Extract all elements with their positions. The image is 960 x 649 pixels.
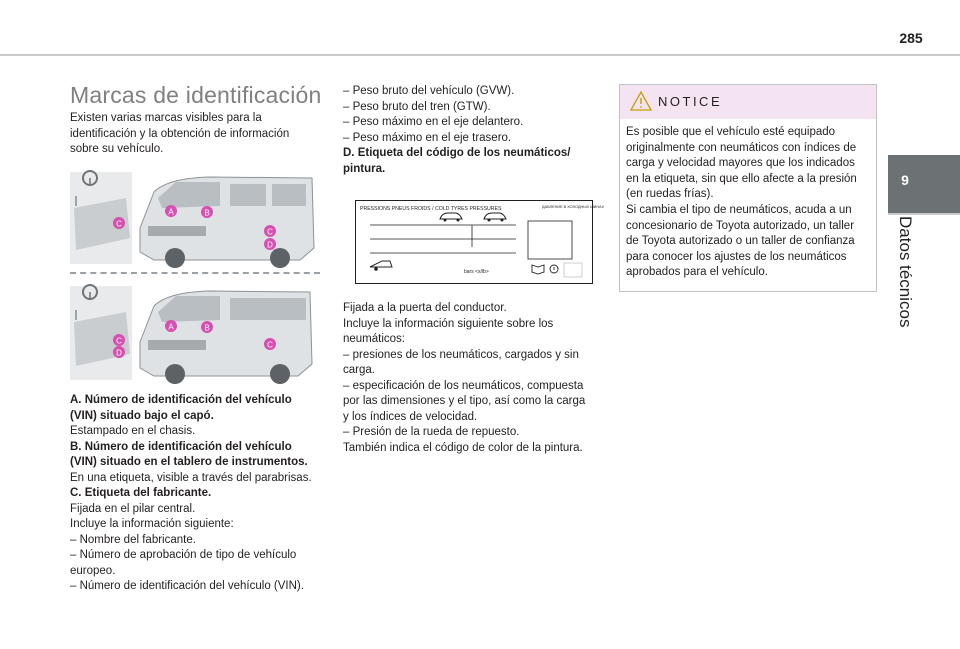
- notice-header: [620, 85, 876, 119]
- line-b-2: (VIN) situado en el tablero de instrumentos.: [70, 456, 308, 468]
- chapter-title-container: [895, 216, 917, 386]
- section-title: Marcas de identificación: [70, 82, 322, 108]
- notice-line: concesionario de Toyota autorizado, un taller: [626, 219, 855, 232]
- top-rule: [0, 54, 960, 56]
- svg-text:C: C: [116, 336, 122, 346]
- notice-line: Si cambia el tipo de neumáticos, acuda a un: [626, 203, 852, 216]
- notice-line: aprobados para el vehículo.: [626, 266, 768, 279]
- svg-text:A: A: [168, 207, 174, 217]
- van-diagram-top: [70, 168, 320, 268]
- marker-d-2: [113, 346, 125, 358]
- spec-line: – especificación de los neumáticos, compuesta: [343, 379, 584, 392]
- notice-line: en la etiqueta, sin que ello afecte a la presión: [626, 172, 857, 185]
- info-line-2: neumáticos:: [343, 333, 406, 345]
- marker-c-right: [264, 225, 276, 237]
- cab-interior-illustration-2: [70, 285, 132, 380]
- svg-text:C: C: [116, 219, 122, 229]
- van-illustration: [140, 177, 314, 268]
- svg-text:D: D: [267, 240, 273, 250]
- marker-c-right-2: [264, 338, 276, 350]
- line-a-1: A. Número de identificación del vehículo: [70, 394, 292, 406]
- label-d-title-1: D. Etiqueta del código de los neumáticos/: [343, 147, 571, 159]
- front-axle-line: – Peso máximo en el eje delantero.: [343, 116, 524, 128]
- marker-b-2: [201, 321, 213, 333]
- label-d-title-2: pintura.: [343, 162, 386, 175]
- chapter-tab-rule: [888, 213, 960, 215]
- svg-text:C: C: [267, 227, 273, 237]
- line-b-1: B. Número de identificación del vehículo: [70, 440, 292, 453]
- marker-c-left: [113, 217, 125, 229]
- pressure-line: – presiones de los neumáticos, cargados y sin: [343, 348, 579, 361]
- notice-body: [626, 125, 872, 281]
- svg-text:B: B: [204, 323, 210, 333]
- marker-a-2: [165, 320, 177, 332]
- spec-line-2: por las dimensiones y el tipo, así como la carga: [343, 395, 586, 407]
- svg-text:D: D: [116, 348, 122, 358]
- line-a-2: (VIN) situado bajo el capó.: [70, 409, 214, 422]
- identification-list: [70, 393, 322, 595]
- car-icon-2: [484, 213, 506, 222]
- line-c-7: – Número de identificación del vehículo (VIN).: [70, 580, 304, 592]
- info-line: Incluye la información siguiente sobre los: [343, 317, 554, 330]
- tyre-label-image: [355, 200, 605, 284]
- column-2-bottom: [343, 301, 597, 456]
- notice-line: para conocer los ajustes de los neumáticos: [626, 250, 847, 263]
- marker-d: [264, 238, 276, 250]
- line-c-3: Incluye la información siguiente:: [70, 518, 234, 530]
- tyre-label-header-right: ДАВЛЕНИЕ В ХОЛОДНЫХ ШИНАХ: [542, 205, 605, 209]
- line-b-3: En una etiqueta, visible a través del parabrisas.: [70, 471, 312, 484]
- intro-text: Existen varias marcas visibles para la identificación y la obtención de información sobre su vehículo.: [70, 112, 290, 155]
- page-number: 285: [899, 30, 923, 46]
- notice-line: carga y velocidad mayores que los indicados: [626, 157, 855, 170]
- tyre-warning-icon: [550, 265, 558, 273]
- svg-text:B: B: [204, 208, 210, 218]
- svg-text:C: C: [267, 340, 273, 350]
- chapter-tab[interactable]: [888, 155, 960, 213]
- spec-line-3: y los índices de velocidad.: [343, 410, 478, 423]
- tyre-label-drawing: [356, 201, 605, 283]
- gtw-line: – Peso bruto del tren (GTW).: [343, 100, 491, 113]
- svg-text:A: A: [168, 322, 174, 332]
- book-icon: [532, 265, 544, 274]
- notice-line: Es posible que el vehículo esté equipado: [626, 126, 836, 138]
- notice-line: de Toyota autorizado o un taller de confianza: [626, 235, 855, 248]
- column-1: [70, 111, 320, 158]
- chapter-title: Datos técnicos: [896, 216, 915, 328]
- diagram-separator: [70, 272, 320, 274]
- spare-line: – Presión de la rueda de repuesto.: [343, 426, 520, 438]
- car-icon-1: [440, 213, 462, 222]
- line-c-1: C. Etiqueta del fabricante.: [70, 487, 212, 499]
- marker-c-left-2: [113, 334, 125, 346]
- line-a-3: Estampado en el chasis.: [70, 425, 196, 437]
- chapter-number: 9: [901, 172, 909, 188]
- van-illustration-2: [140, 291, 312, 384]
- column-2-top: [343, 84, 595, 177]
- trailer-icon: [370, 261, 392, 271]
- line-c-6: europeo.: [70, 564, 116, 577]
- marker-a: [165, 205, 177, 217]
- tyre-label-footer: bars <x/lb>: [464, 269, 489, 275]
- notice-box: [619, 84, 877, 292]
- paint-line: También indica el código de color de la pintura.: [343, 441, 583, 454]
- line-c-4: – Nombre del fabricante.: [70, 533, 196, 546]
- notice-line: originalmente con neumáticos con índices de: [626, 141, 857, 154]
- line-c-5: – Número de aprobación de tipo de vehículo: [70, 549, 297, 561]
- pressure-line-2: carga.: [343, 364, 375, 376]
- cab-interior-illustration: [70, 171, 132, 264]
- notice-title: NOTICE: [658, 94, 723, 109]
- warning-triangle-icon: [630, 91, 652, 111]
- gvw-line: – Peso bruto del vehículo (GVW).: [343, 85, 515, 97]
- van-diagram-bottom: [70, 282, 320, 384]
- tyre-label-header: PRESSIONS PNEUS FROIDS / COLD TYRES PRESSURES: [360, 206, 502, 212]
- rear-axle-line: – Peso máximo en el eje trasero.: [343, 131, 512, 144]
- line-c-2: Fijada en el pilar central.: [70, 502, 196, 515]
- marker-b: [201, 206, 213, 218]
- notice-line: (en ruedas frías).: [626, 188, 714, 201]
- fixing-line: Fijada a la puerta del conductor.: [343, 302, 507, 314]
